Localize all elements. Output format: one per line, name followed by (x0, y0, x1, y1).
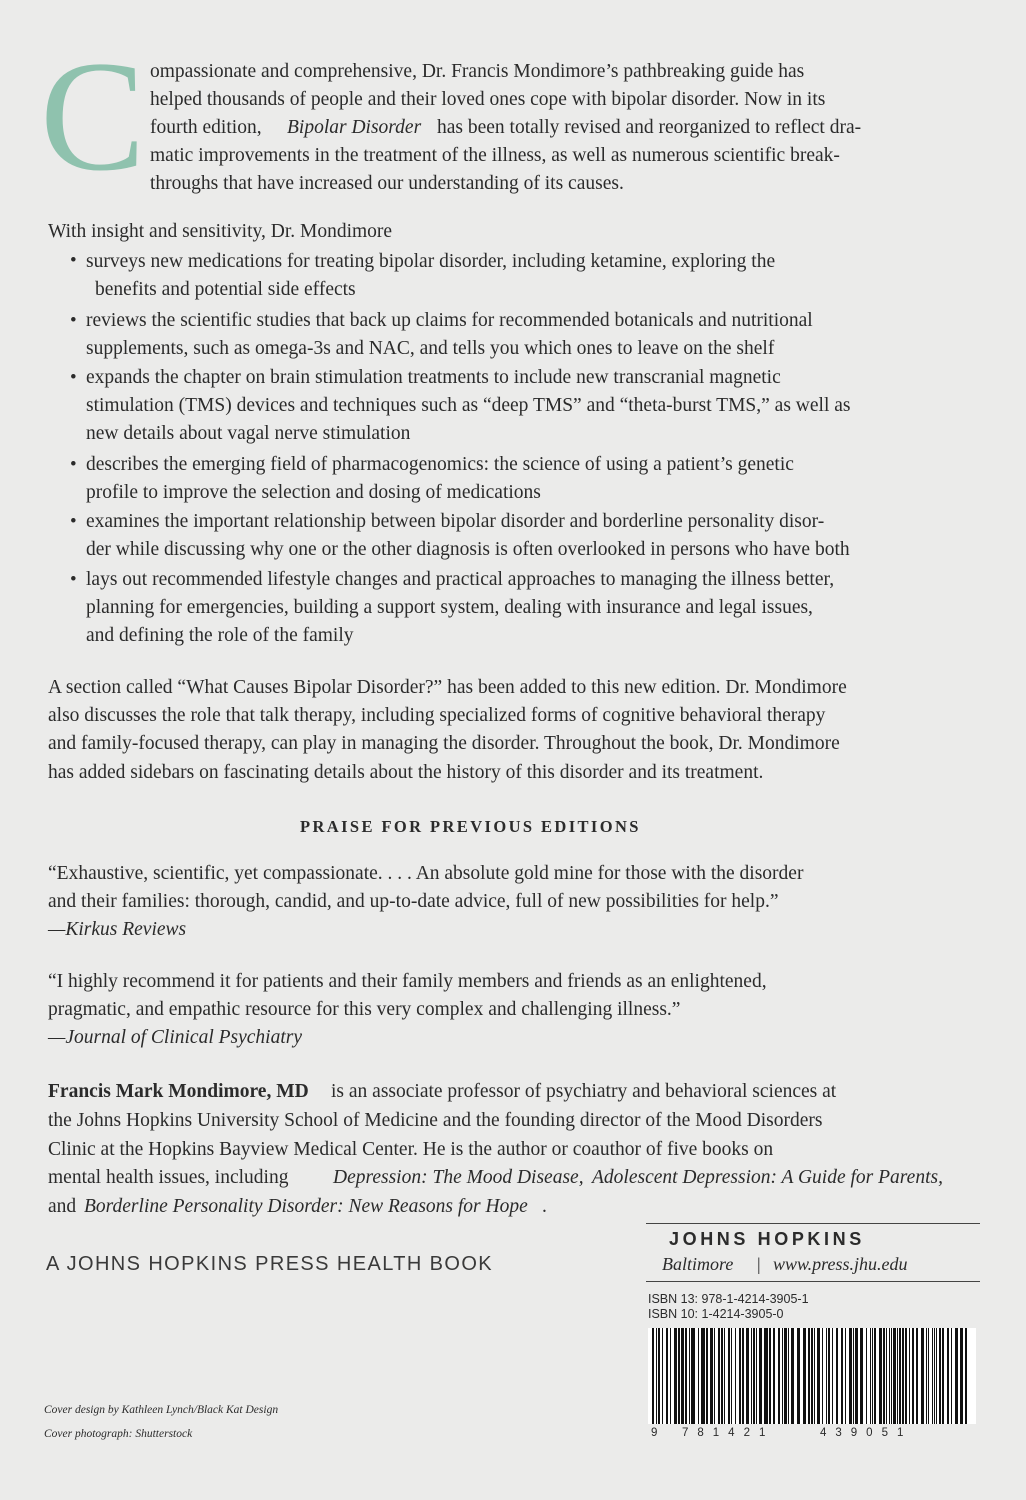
section-line-4: has added sidebars on fascinating details about the history of this disorder and its treatment. (48, 762, 764, 783)
barcode-bar (912, 1328, 914, 1424)
barcode-bar (849, 1328, 852, 1424)
barcode-bar (932, 1328, 933, 1424)
barcode-bar (926, 1328, 927, 1424)
bullet-1-line-2: benefits and potential side effects (95, 279, 356, 300)
barcode-bar (828, 1328, 830, 1424)
barcode-bar (921, 1328, 924, 1424)
bullet-3-line-1: expands the chapter on brain stimulation treatments to include new transcranial magnetic (86, 367, 781, 388)
quote-1-line-1: “Exhaustive, scientific, yet compassionate. . . . An absolute gold mine for those with the disorder (48, 863, 804, 884)
barcode-bar (670, 1328, 671, 1424)
barcode-bar (939, 1328, 941, 1424)
quote-1-line-2: and their families: thorough, candid, and up-to-date advice, full of new possibilities for help.” (48, 891, 779, 912)
author-book-2: Adolescent Depression: A Guide for Parents, (592, 1167, 943, 1188)
features-lead: With insight and sensitivity, Dr. Mondimore (48, 221, 393, 242)
barcode-bar (902, 1328, 904, 1424)
barcode-bar (739, 1328, 741, 1424)
barcode-bar (698, 1328, 699, 1424)
barcode-bar (916, 1328, 918, 1424)
author-book-3: Borderline Personality Disorder: New Reasons for Hope (84, 1196, 528, 1217)
barcode-bar (814, 1328, 815, 1424)
bullet-6-line-1: lays out recommended lifestyle changes and practical approaches to managing the illness better, (86, 569, 835, 590)
barcode-bar (817, 1328, 820, 1424)
barcode-bar (718, 1328, 720, 1424)
barcode-bar (753, 1328, 755, 1424)
quote-1-source: —Kirkus Reviews (48, 919, 187, 940)
barcode-group-1: 781421 (682, 1427, 775, 1439)
quote-2-line-2: pragmatic, and empathic resource for this very complex and challenging illness.” (48, 999, 681, 1020)
barcode-bar (909, 1328, 910, 1424)
praise-heading: PRAISE FOR PREVIOUS EDITIONS (300, 817, 641, 836)
barcode-bar (947, 1328, 949, 1424)
barcode-bar (942, 1328, 944, 1424)
author-line-2: the Johns Hopkins University School of Medicine and the founding director of the Mood Disorders (48, 1110, 823, 1131)
intro-line-1: ompassionate and comprehensive, Dr. Francis Mondimore’s pathbreaking guide has (150, 61, 805, 82)
publisher-separator: | (757, 1254, 761, 1274)
barcode-bar (788, 1328, 789, 1424)
barcode-bar (874, 1328, 876, 1424)
author-line-1: is an associate professor of psychiatry and behavioral sciences at (331, 1081, 837, 1102)
barcode-bar (866, 1328, 867, 1424)
intro-line-3a: fourth edition, (150, 117, 262, 138)
barcode-bar (811, 1328, 813, 1424)
barcode-bars (648, 1328, 976, 1424)
bullet-3-line-3: new details about vagal nerve stimulation (86, 423, 411, 444)
bullet-2-line-2: supplements, such as omega-3s and NAC, and tells you which ones to leave on the shelf (86, 338, 775, 359)
isbn-barcode (648, 1328, 976, 1424)
bullet-3-line-2: stimulation (TMS) devices and techniques such as “deep TMS” and “theta-burst TMS,” as well as (86, 395, 851, 416)
barcode-group-2: 439051 (820, 1427, 913, 1439)
barcode-bar (899, 1328, 901, 1424)
barcode-bar (710, 1328, 713, 1424)
barcode-bar (691, 1328, 695, 1424)
barcode-bar (934, 1328, 935, 1424)
bullet-marker: • (70, 569, 77, 590)
barcode-bar (773, 1328, 775, 1424)
bullet-marker: • (70, 367, 77, 388)
intro-line-5: throughs that have increased our understanding of its causes. (150, 173, 624, 194)
publisher-rule-top (646, 1223, 980, 1224)
quote-2-source: —Journal of Clinical Psychiatry (48, 1027, 303, 1048)
barcode-bar (870, 1328, 871, 1424)
bullet-4-line-2: profile to improve the selection and dosing of medications (86, 482, 541, 503)
bullet-5-line-1: examines the important relationship between bipolar disorder and borderline personality disor- (86, 511, 825, 532)
barcode-bar (886, 1328, 887, 1424)
barcode-bar (714, 1328, 715, 1424)
barcode-bar (891, 1328, 892, 1424)
barcode-bar (965, 1328, 967, 1424)
barcode-bar (735, 1328, 736, 1424)
intro-line-2: helped thousands of people and their loved ones cope with bipolar disorder. Now in its (150, 89, 826, 110)
barcode-bar (960, 1328, 963, 1424)
barcode-bar (706, 1328, 708, 1424)
barcode-bar (652, 1328, 654, 1424)
barcode-bar (751, 1328, 752, 1424)
barcode-bar (782, 1328, 783, 1424)
barcode-bar (759, 1328, 762, 1424)
barcode-bar (879, 1328, 882, 1424)
bullet-marker: • (70, 511, 77, 532)
barcode-bar (855, 1328, 858, 1424)
barcode-bar (666, 1328, 668, 1424)
author-name: Francis Mark Mondimore, MD (48, 1081, 309, 1102)
author-book-1: Depression: The Mood Disease, (333, 1167, 584, 1188)
barcode-bar (769, 1328, 771, 1424)
author-line-5-pre: and (48, 1196, 77, 1217)
imprint-label: A JOHNS HOPKINS PRESS HEALTH BOOK (46, 1253, 494, 1275)
barcode-bar (955, 1328, 958, 1424)
barcode-bar (681, 1328, 684, 1424)
barcode-bar (951, 1328, 952, 1424)
barcode-bar (836, 1328, 838, 1424)
bullet-1-line-1: surveys new medications for treating bipolar disorder, including ketamine, exploring the (86, 251, 776, 272)
barcode-bar (742, 1328, 744, 1424)
barcode-bar (662, 1328, 663, 1424)
author-line-3: Clinic at the Hopkins Bayview Medical Center. He is the author or coauthor of five books on (48, 1139, 774, 1160)
publisher-name: JOHNS HOPKINS (669, 1229, 865, 1249)
barcode-bar (893, 1328, 896, 1424)
barcode-bar (883, 1328, 885, 1424)
barcode-bar (897, 1328, 898, 1424)
barcode-bar (928, 1328, 929, 1424)
bullet-marker: • (70, 310, 77, 331)
intro-line-4: matic improvements in the treatment of the illness, as well as numerous scientific break- (150, 145, 840, 166)
author-line-5-post: . (542, 1196, 547, 1217)
publisher-rule-bottom (646, 1281, 980, 1282)
section-line-1: A section called “What Causes Bipolar Disorder?” has been added to this new edition. Dr. Mondimore (48, 677, 847, 698)
author-line-4: mental health issues, including (48, 1167, 289, 1188)
barcode-bar (872, 1328, 873, 1424)
barcode-bar (756, 1328, 757, 1424)
barcode-bar (808, 1328, 810, 1424)
barcode-bar (841, 1328, 843, 1424)
barcode-bar (656, 1328, 657, 1424)
barcode-bar (822, 1328, 823, 1424)
section-line-2: also discusses the role that talk therapy, including specialized forms of cognitive behavioral therapy (48, 705, 826, 726)
barcode-bar (860, 1328, 863, 1424)
barcode-bar (721, 1328, 723, 1424)
barcode-bar (784, 1328, 787, 1424)
barcode-bar (724, 1328, 725, 1424)
barcode-bar (764, 1328, 768, 1424)
barcode-bar (826, 1328, 827, 1424)
barcode-bar (674, 1328, 677, 1424)
cover-design-credit: Cover design by Kathleen Lynch/Black Kat Design (44, 1404, 279, 1416)
barcode-bar (832, 1328, 833, 1424)
bullet-6-line-2: planning for emergencies, building a support system, dealing with insurance and legal issues, (86, 597, 813, 618)
barcode-bar (701, 1328, 705, 1424)
drop-cap-letter: C (40, 29, 146, 204)
bullet-4-line-1: describes the emerging field of pharmacogenomics: the science of using a patient’s genetic (86, 454, 794, 475)
barcode-bar (778, 1328, 780, 1424)
barcode-bar (678, 1328, 680, 1424)
barcode-bar (905, 1328, 907, 1424)
barcode-bar (689, 1328, 690, 1424)
barcode-bar (853, 1328, 854, 1424)
intro-book-title: Bipolar Disorder (287, 117, 422, 138)
publisher-city: Baltimore (662, 1254, 734, 1274)
barcode-bar (685, 1328, 687, 1424)
bullet-marker: • (70, 454, 77, 475)
cover-photo-credit: Cover photograph: Shutterstock (44, 1428, 193, 1440)
bullet-2-line-1: reviews the scientific studies that back up claims for recommended botanicals and nutritional (86, 310, 813, 331)
section-line-3: and family-focused therapy, can play in managing the disorder. Throughout the book, Dr. Mondimore (48, 733, 840, 754)
intro-line-3c: has been totally revised and reorganized to reflect dra- (437, 117, 862, 138)
barcode-first-digit: 9 (651, 1427, 658, 1439)
barcode-bar (889, 1328, 890, 1424)
bullet-5-line-2: der while discussing why one or the other diagnosis is often overlooked in persons who have both (86, 539, 850, 560)
barcode-bar (746, 1328, 749, 1424)
barcode-bar (936, 1328, 937, 1424)
barcode-bar (797, 1328, 800, 1424)
barcode-bar (845, 1328, 846, 1424)
barcode-bar (728, 1328, 730, 1424)
bullet-marker: • (70, 250, 77, 271)
barcode-bar (731, 1328, 732, 1424)
publisher-url: www.press.jhu.edu (773, 1254, 908, 1274)
bullet-6-line-3: and defining the role of the family (86, 625, 354, 646)
isbn-10: ISBN 10: 1-4214-3905-0 (648, 1307, 784, 1321)
barcode-bar (658, 1328, 660, 1424)
isbn-13: ISBN 13: 978-1-4214-3905-1 (648, 1292, 809, 1306)
barcode-bar (791, 1328, 794, 1424)
quote-2-line-1: “I highly recommend it for patients and their family members and friends as an enlightened, (48, 971, 767, 992)
barcode-bar (803, 1328, 806, 1424)
